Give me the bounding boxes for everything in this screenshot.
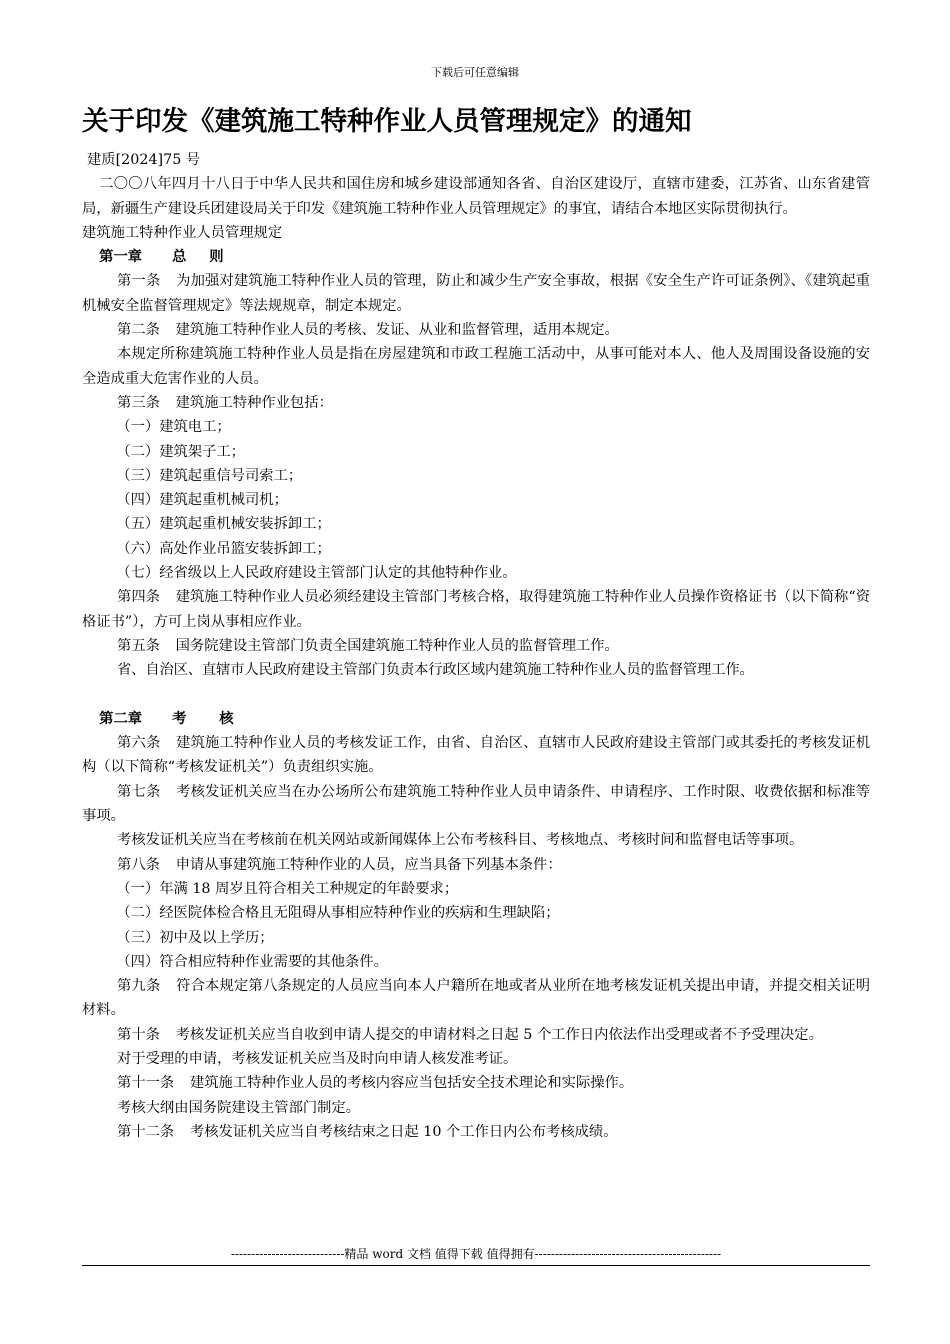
- article-1: [82, 269, 870, 318]
- article-8-item: （二）经医院体检合格且无阻碍从事相应特种作业的疾病和生理缺陷；: [116, 905, 560, 922]
- article-6: [82, 731, 870, 780]
- chapter-2-name-a: 考: [172, 710, 187, 727]
- article-8-item: （三）初中及以上学历；: [116, 929, 274, 946]
- article-1-label: 第一条: [117, 273, 161, 290]
- article-11-label: 第十一条: [117, 1075, 175, 1092]
- doc-number: 建质[2024]75 号: [87, 152, 201, 168]
- chapter-1-name-a: 总: [172, 249, 187, 266]
- article-4-label: 第四条: [117, 589, 160, 606]
- article-9: [82, 974, 870, 1023]
- chapter-2-heading: [82, 707, 870, 731]
- article-4: [82, 585, 870, 634]
- article-3-text: 建筑施工特种作业包括：: [175, 394, 333, 411]
- footer-divider: [82, 1265, 870, 1266]
- article-10: [82, 1023, 870, 1047]
- article-7-paragraph-2: 考核发证机关应当在考核前在机关网站或新闻媒体上公布考核科目、考核地点、考核时间和监督电话等事项。: [117, 832, 804, 849]
- article-11-paragraph-2: 考核大纲由国务院建设主管部门制定。: [117, 1099, 361, 1116]
- article-8-text: 申请从事建筑施工特种作业的人员，应当具备下列基本条件：: [175, 856, 562, 873]
- article-5-text: 国务院建设主管部门负责全国建筑施工特种作业人员的监督管理工作。: [175, 637, 619, 654]
- article-2: [82, 318, 870, 342]
- article-8-label: 第八条: [117, 856, 160, 873]
- chapter-2-name-b: 核: [219, 710, 234, 727]
- article-3: [82, 391, 870, 415]
- article-5: [82, 634, 870, 658]
- article-9-label: 第九条: [117, 978, 161, 995]
- document-title: 关于印发《建筑施工特种作业人员管理规定》的通知: [82, 106, 692, 137]
- chapter-1-name-b: 则: [209, 249, 224, 266]
- blank-line: [82, 683, 870, 707]
- article-3-item: （四）建筑起重机械司机；: [116, 492, 288, 509]
- article-7-text: 考核发证机关应当在办公场所公布建筑施工特种作业人员申请条件、申请程序、工作时限、收费依据和标准等事项。: [82, 783, 871, 825]
- intro-paragraph: 二〇〇八年四月十八日于中华人民共和国住房和城乡建设部通知各省、自治区建设厅，直辖市建委，江苏省、山东省建管局，新疆生产建设兵团建设局关于印发《建筑施工特种作业人员管理规定》的事宜，请结合本地区实际贯彻执行。: [82, 176, 870, 217]
- article-7-label: 第七条: [117, 783, 161, 800]
- article-5-paragraph-2: 省、自治区、直辖市人民政府建设主管部门负责本行政区域内建筑施工特种作业人员的监督管理工作。: [117, 662, 754, 679]
- article-2-text: 建筑施工特种作业人员的考核、发证、从业和监督管理，适用本规定。: [175, 322, 619, 339]
- article-3-item: （二）建筑架子工；: [116, 443, 245, 460]
- article-2-label: 第二条: [117, 322, 160, 339]
- footer-watermark-text: ----------------------------精品 word 文档 值得下载 值得拥有----------------------------------------------: [230, 1247, 722, 1261]
- article-2-paragraph-2: 本规定所称建筑施工特种作业人员是指在房屋建筑和市政工程施工活动中，从事可能对本人、他人及周围设备设施的安全造成重大危害作业的人员。: [82, 346, 870, 387]
- article-12-label: 第十二条: [117, 1123, 175, 1140]
- article-3-item: （一）建筑电工；: [116, 419, 231, 436]
- article-8-item: （一）年满 18 周岁且符合相关工种规定的年龄要求；: [116, 880, 459, 897]
- article-4-text: 建筑施工特种作业人员必须经建设主管部门考核合格，取得建筑施工特种作业人员操作资格证书（以下简称“资格证书”），方可上岗从事相应作业。: [82, 589, 870, 630]
- article-10-text: 考核发证机关应当自收到申请人提交的申请材料之日起 5 个工作日内依法作出受理或者不予受理决定。: [175, 1026, 823, 1043]
- regulation-name: 建筑施工特种作业人员管理规定: [82, 224, 283, 241]
- chapter-1-number: 第一章: [99, 249, 143, 266]
- article-5-label: 第五条: [117, 637, 160, 654]
- header-note: 下载后可任意编辑: [431, 66, 519, 79]
- article-11-text: 建筑施工特种作业人员的考核内容应当包括安全技术理论和实际操作。: [189, 1075, 634, 1092]
- article-10-paragraph-2: 对于受理的申请，考核发证机关应当及时向申请人核发准考证。: [117, 1050, 518, 1067]
- chapter-1-heading: [82, 245, 870, 269]
- article-3-item: （五）建筑起重机械安装拆卸工；: [116, 516, 331, 533]
- article-8-item: （四）符合相应特种作业需要的其他条件。: [116, 953, 388, 970]
- article-12: [82, 1120, 870, 1144]
- document-body: [82, 148, 870, 1144]
- article-11: [82, 1071, 870, 1095]
- article-1-text: 为加强对建筑施工特种作业人员的管理，防止和减少生产安全事故，根据《安全生产许可证条例》、《建筑起重机械安全监督管理规定》等法规规章，制定本规定。: [82, 273, 870, 314]
- article-3-item: （六）高处作业吊篮安装拆卸工；: [116, 540, 331, 557]
- article-7: [82, 780, 870, 829]
- article-9-text: 符合本规定第八条规定的人员应当向本人户籍所在地或者从业所在地考核发证机关提出申请，并提交相关证明材料。: [82, 978, 871, 1019]
- article-12-text: 考核发证机关应当自考核结束之日起 10 个工作日内公布考核成绩。: [189, 1123, 618, 1140]
- article-6-label: 第六条: [117, 735, 161, 752]
- article-3-item: （三）建筑起重信号司索工；: [116, 467, 303, 484]
- article-3-label: 第三条: [117, 394, 160, 411]
- article-10-label: 第十条: [117, 1026, 160, 1043]
- article-8: [82, 853, 870, 877]
- chapter-2-number: 第二章: [99, 710, 143, 727]
- article-6-text: 建筑施工特种作业人员的考核发证工作，由省、自治区、直辖市人民政府建设主管部门或其委托的考核发证机构（以下简称“考核发证机关”）负责组织实施。: [82, 735, 871, 776]
- article-3-item: （七）经省级以上人民政府建设主管部门认定的其他特种作业。: [116, 565, 517, 582]
